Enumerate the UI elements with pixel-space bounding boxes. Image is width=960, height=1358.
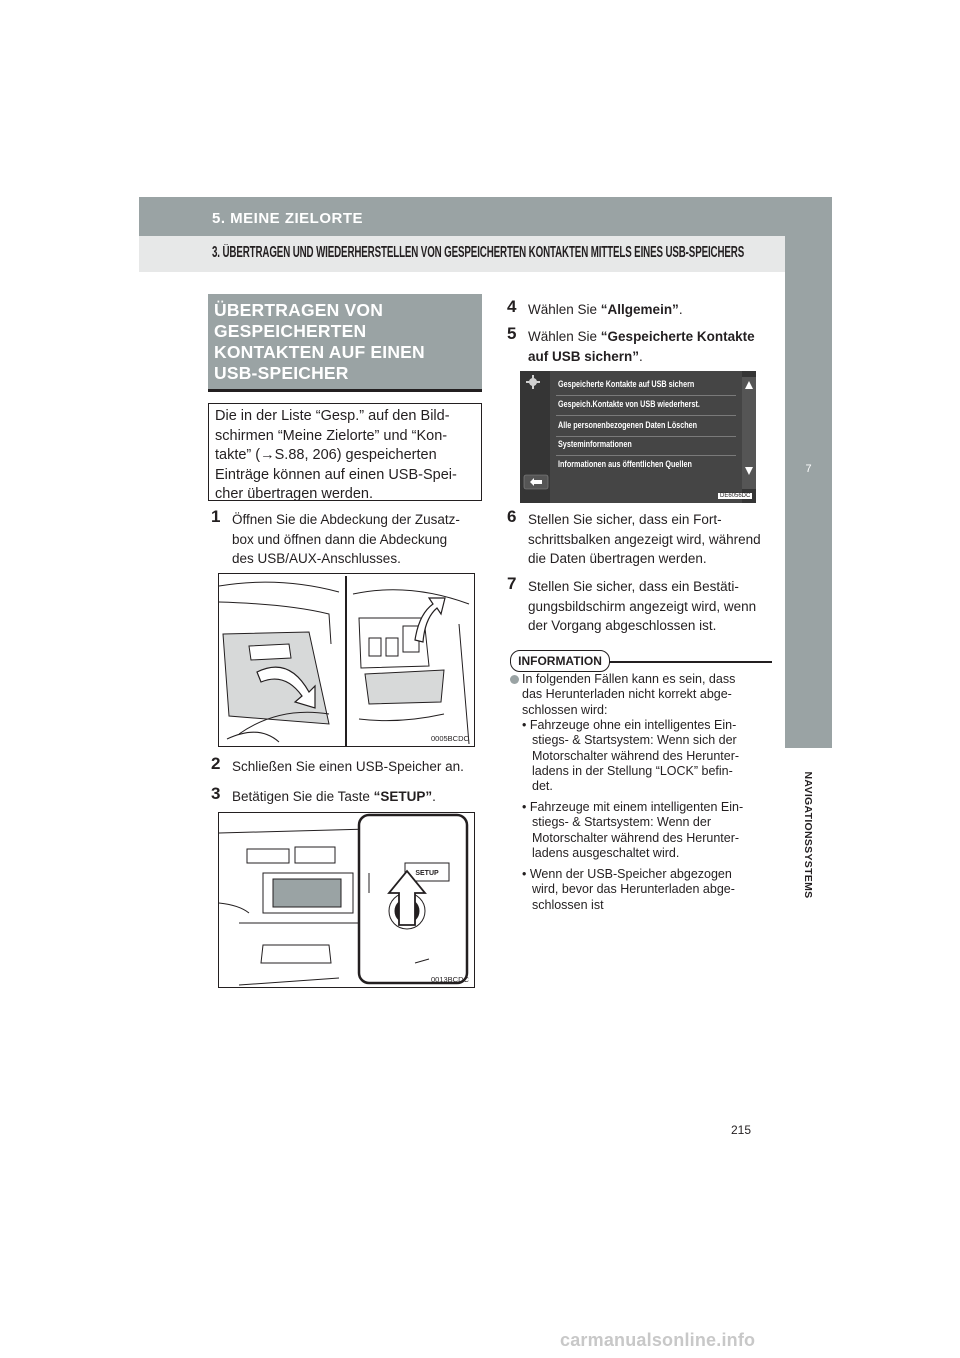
subsection-header — [139, 236, 832, 272]
intro-box — [208, 403, 482, 501]
menu-item: Gespeich.Kontakte von USB wiederherst. — [558, 399, 700, 409]
step-number: 1 — [211, 507, 221, 526]
step-text: Betätigen Sie die Taste “SETUP”. — [232, 789, 436, 804]
chapter-number: 7 — [805, 463, 812, 475]
information-badge: INFORMATION — [510, 650, 610, 672]
info-bullet: In folgenden Fällen kann es sein, dass das Herunterladen nicht korrekt abge- schlossen wird: — [507, 672, 771, 718]
section-header — [139, 197, 832, 236]
info-sub-item-3: • Wenn der USB-Speicher abgezogen wird, bevor das Herunterladen abge- schlossen ist — [522, 867, 735, 912]
title-underline — [208, 389, 482, 392]
menu-item: Gespeicherte Kontakte auf USB sichern — [558, 379, 695, 389]
step-text: Öffnen Sie die Abdeckung der Zusatz- box und öffnen dann die Abdeckung des USB/AUX-Anschlusses. — [232, 512, 460, 566]
image-code: DE6056DC — [720, 493, 751, 499]
menu-item: Systeminformationen — [558, 439, 632, 449]
intro-text: Die in der Liste “Gesp.” auf den Bild- schirmen “Meine Zielorte” und “Kon- takte” (→S.88, 206) gespeicherten Einträge können auf einen USB-Spei- cher übertragen werden. — [215, 408, 457, 502]
image-code: 0013BCDC — [431, 975, 469, 984]
step-3 — [211, 784, 483, 807]
step-text: Wählen Sie “Gespeicherte Kontakte auf USB sichern”. — [528, 329, 755, 364]
topic-title-box — [208, 294, 482, 389]
step-5 — [507, 324, 777, 366]
illustration-setup-button — [218, 812, 475, 988]
chapter-label — [801, 760, 815, 910]
step-text: Stellen Sie sicher, dass ein Fort- schrittsbalken angezeigt wird, während die Daten übertragen werden. — [528, 512, 761, 566]
dashboard-illustration — [219, 813, 474, 987]
image-code: 0005BCDC — [431, 734, 469, 743]
bullet-icon — [510, 675, 519, 684]
section-title: 5. MEINE ZIELORTE — [212, 210, 364, 227]
info-sub-item-2: • Fahrzeuge mit einem intelligenten Ein- stiegs- & Startsystem: Wenn der Motorschalter während des Herunter- ladens ausgeschaltet wird. — [522, 800, 744, 860]
watermark: carmanualsonline.info — [560, 1330, 756, 1350]
menu-item: Informationen aus öffentlichen Quellen — [558, 459, 692, 469]
step-1 — [211, 507, 483, 569]
console-illustration — [219, 574, 474, 746]
step-number: 6 — [507, 507, 517, 526]
step-number: 2 — [211, 754, 221, 773]
step-6 — [507, 507, 777, 569]
step-number: 4 — [507, 297, 517, 316]
step-text: Stellen Sie sicher, dass ein Bestäti- gungsbildschirm angezeigt wird, wenn der Vorgang abgeschlossen ist. — [528, 579, 757, 633]
step-text: Schließen Sie einen USB-Speicher an. — [232, 759, 464, 774]
chapter-label-text: NAVIGATIONSSYSTEMS — [802, 771, 814, 899]
step-7 — [507, 574, 777, 636]
setup-key-label: SETUP — [415, 870, 439, 877]
step-number: 3 — [211, 784, 221, 803]
info-sub-item-1: • Fahrzeuge ohne ein intelligentes Ein- stiegs- & Startsystem: Wenn sich der Motorschalter während des Herunter- ladens in der Stellung “LOCK” befin- det. — [522, 718, 740, 794]
menu-screen — [520, 371, 756, 503]
subsection-title: 3. ÜBERTRAGEN UND WIEDERHERSTELLEN VON GESPEICHERTEN KONTAKTEN MITTELS EINES USB-SPEICHERS — [212, 244, 745, 261]
step-2 — [211, 754, 483, 777]
step-4 — [507, 297, 777, 320]
step-text: Wählen Sie “Allgemein”. — [528, 302, 683, 317]
page-number: 215 — [731, 1123, 752, 1137]
step-number: 5 — [507, 324, 517, 343]
menu-item: Alle personenbezogenen Daten Löschen — [558, 420, 698, 430]
topic-title: ÜBERTRAGEN VON GESPEICHERTEN KONTAKTEN AUF EINEN USB-SPEICHER — [214, 300, 425, 383]
illustration-cover-open — [218, 573, 475, 747]
chapter-tab — [785, 236, 832, 748]
step-number: 7 — [507, 574, 517, 593]
